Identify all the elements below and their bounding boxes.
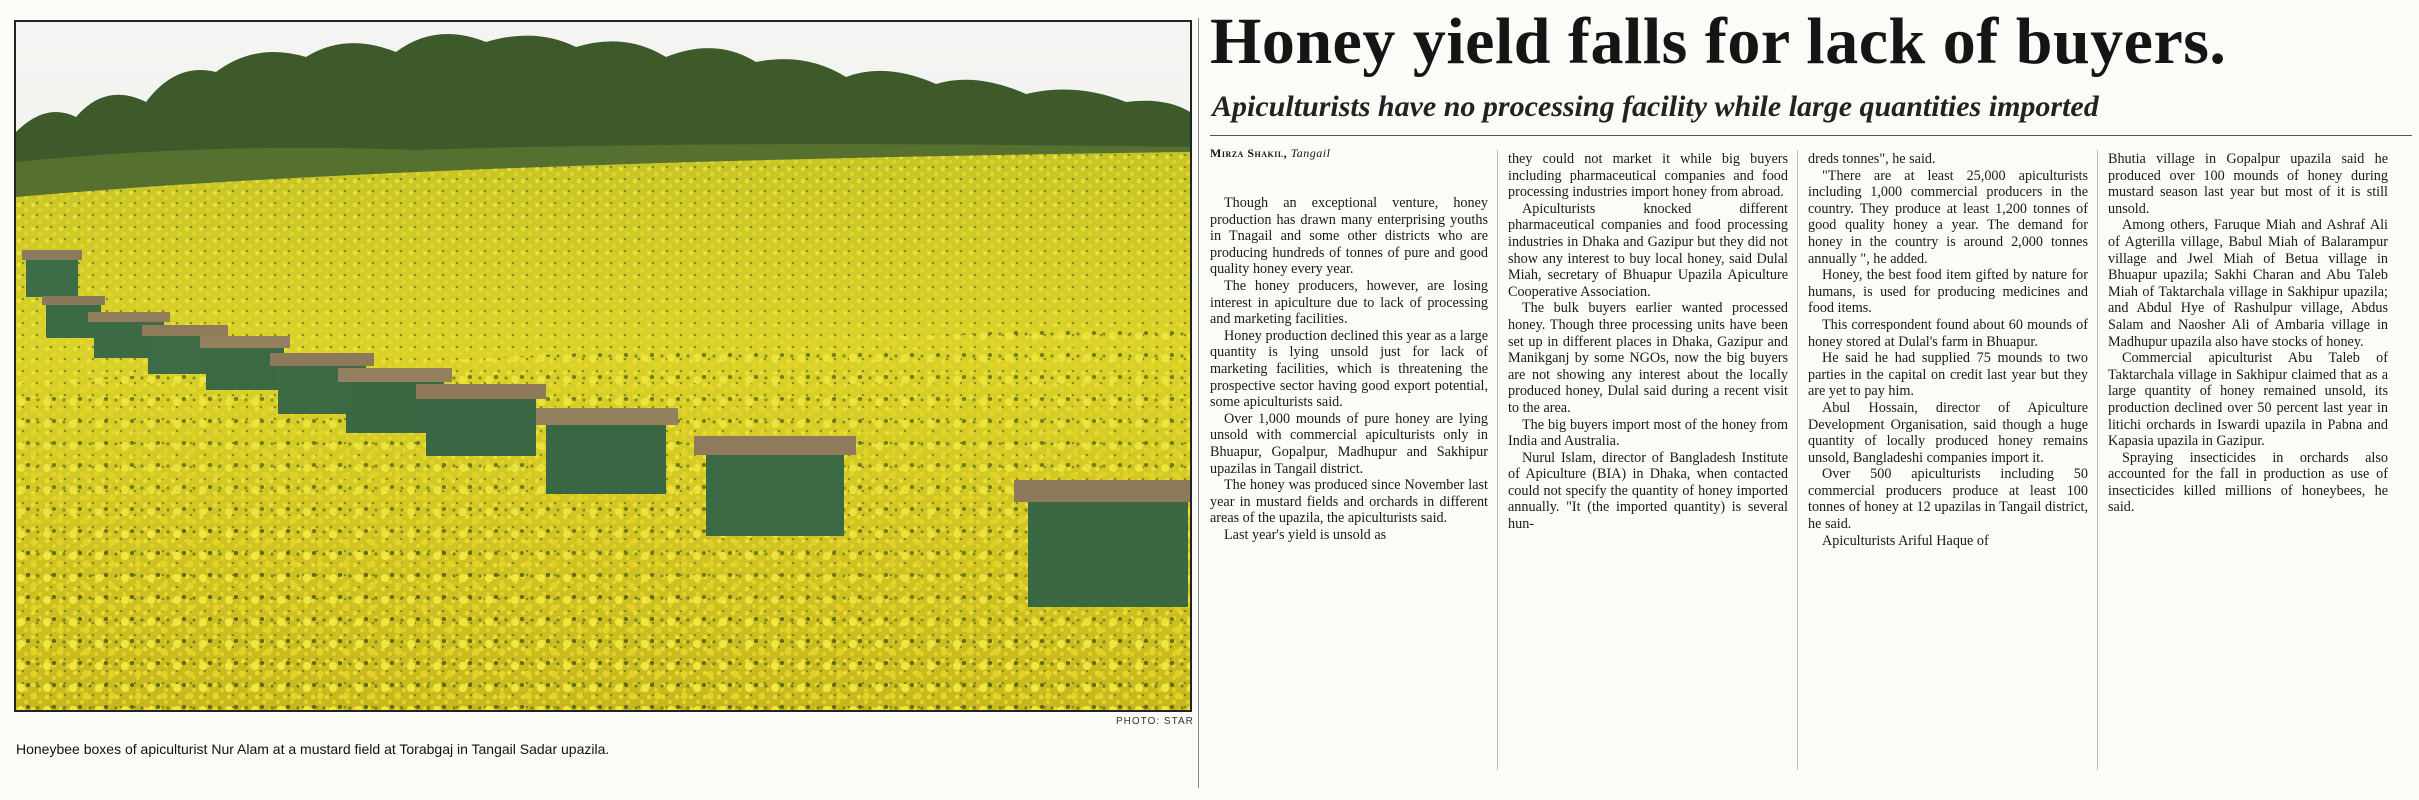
paragraph: Among others, Faruque Miah and Ashraf Ali of Agterilla village, Babul Miah of Balarampur village and Jwel Miah of Betua village in Bhuapur upazila; Sakhi Charan and Abu Taleb Miah of Taktarchala village in Sakhipur upazila; and Abdul Hye of Rashulpur village, Abdus Salam and Naosher Ali of Ambaria village in Madhupur upazila also have stocks of honey. xyxy=(2108,217,2388,350)
byline-location: Tangail xyxy=(1290,146,1331,160)
paragraph: Over 1,000 mounds of pure honey are lying unsold with commercial apiculturists only in Bhuapur, Gopalpur, Madhupur and Sakhipur upazilas in Tangail district. xyxy=(1210,410,1488,477)
paragraph: Honey, the best food item gifted by nature for humans, is used for producing medicines and food items. xyxy=(1808,267,2088,317)
column-rule xyxy=(2097,150,2098,770)
paragraph: He said he had supplied 75 mounds to two parties in the capital on credit last year but they are yet to pay him. xyxy=(1808,350,2088,400)
paragraph: Spraying insecticides in orchards also accounted for the fall in production as use of insecticides killed millions of honeybees, he said. xyxy=(2108,449,2388,516)
paragraph: "There are at least 25,000 apiculturists including 1,000 commercial producers in the country. They produce at least 1,200 tonnes of good quality honey a year. The demand for honey in the country is around 2,000 tonnes annually ", he added. xyxy=(1808,167,2088,267)
paragraph: The honey was produced since November last year in mustard fields and orchards in different areas of the upazila, the apiculturists said. xyxy=(1210,477,1488,527)
paragraph: dreds tonnes", he said. xyxy=(1808,151,1936,167)
paragraph: The big buyers import most of the honey from India and Australia. xyxy=(1508,416,1788,450)
article-photo xyxy=(14,20,1192,712)
paragraph: they could not market it while big buyers including pharmaceutical companies and food processing industries import honey from abroad. xyxy=(1508,151,1788,201)
headline-rule xyxy=(1210,135,2412,136)
paragraph: Over 500 apiculturists including 50 commercial producers produce at least 100 tonnes of honey at 12 upazilas in Tangail district, he said. xyxy=(1808,466,2088,533)
photo-credit: PHOTO: STAR xyxy=(1116,716,1194,727)
column-divider xyxy=(1198,18,1199,788)
paragraph: The honey producers, however, are losing interest in apiculture due to lack of processing and marketing facilities. xyxy=(1210,277,1488,328)
paragraph: This correspondent found about 60 mounds of honey stored at Dulal's farm in Bhuapur. xyxy=(1808,316,2088,350)
paragraph: Nurul Islam, director of Bangladesh Institute of Apiculture (BIA) in Dhaka, when contacted could not specify the quantity of honey imported annually. "It (the imported quantity) is several hun- xyxy=(1508,449,1788,533)
byline-author: Mirza Shakil, xyxy=(1210,146,1288,160)
article-column-3 xyxy=(1808,151,2088,549)
paragraph: Last year's yield is unsold as xyxy=(1224,526,1387,543)
paragraph: Abul Hossain, director of Apiculture Development Organisation, said though a huge quantity of locally produced honey remains unsold, Bangladeshi companies import it. xyxy=(1808,399,2088,466)
mustard-field-beehives-image xyxy=(16,22,1190,710)
column-rule xyxy=(1497,150,1498,770)
paragraph: Commercial apiculturist Abu Taleb of Taktarchala village in Sakhipur claimed that as a large quantity of honey remained unsold, its production declined over 50 percent last year in litichi orchards in Iswardi upazila in Pabna and Kapasia upazila in Gazipur. xyxy=(2108,350,2388,450)
paragraph: Honey production declined this year as a large quantity is lying unsold just for lack of marketing facilities, which is threatening the prospective sector having good export potential, some apiculturists said. xyxy=(1210,327,1488,411)
article-headline: Honey yield falls for lack of buyers. xyxy=(1210,5,2227,78)
byline xyxy=(1210,146,1330,161)
paragraph: Bhutia village in Gopalpur upazila said he produced over 100 mounds of honey during mustard season last year but most of it is still unsold. xyxy=(2108,151,2388,217)
paragraph: Apiculturists knocked different pharmaceutical companies and food processing industries in Dhaka and Gazipur but they did not show any interest to buy local honey, said Dulal Miah, secretary of Bhuapur Upazila Apiculture Cooperative Association. xyxy=(1508,200,1788,300)
article-column-2 xyxy=(1508,151,1788,533)
photo-caption: Honeybee boxes of apiculturist Nur Alam at a mustard field at Torabgaj in Tangail Sadar upazila. xyxy=(16,741,610,757)
article-subheadline: Apiculturists have no processing facility while large quantities imported xyxy=(1212,90,2099,123)
column-rule xyxy=(1797,150,1798,770)
paragraph: The bulk buyers earlier wanted processed honey. Though three processing units have been set up in different places in Dhaka, Gazipur and Manikganj by some NGOs, now the big buyers are not showing any interest about the locally produced honey, Dulal said during a recent visit to the area. xyxy=(1508,300,1788,416)
article-column-1 xyxy=(1210,195,1488,543)
paragraph: Though an exceptional venture, honey production has drawn many enterprising youths in Tnagail and some other districts who are producing hundreds of tonnes of pure and good quality honey every year. xyxy=(1210,195,1488,278)
article-column-4 xyxy=(2108,151,2388,516)
paragraph: Apiculturists Ariful Haque of xyxy=(1822,532,1989,549)
